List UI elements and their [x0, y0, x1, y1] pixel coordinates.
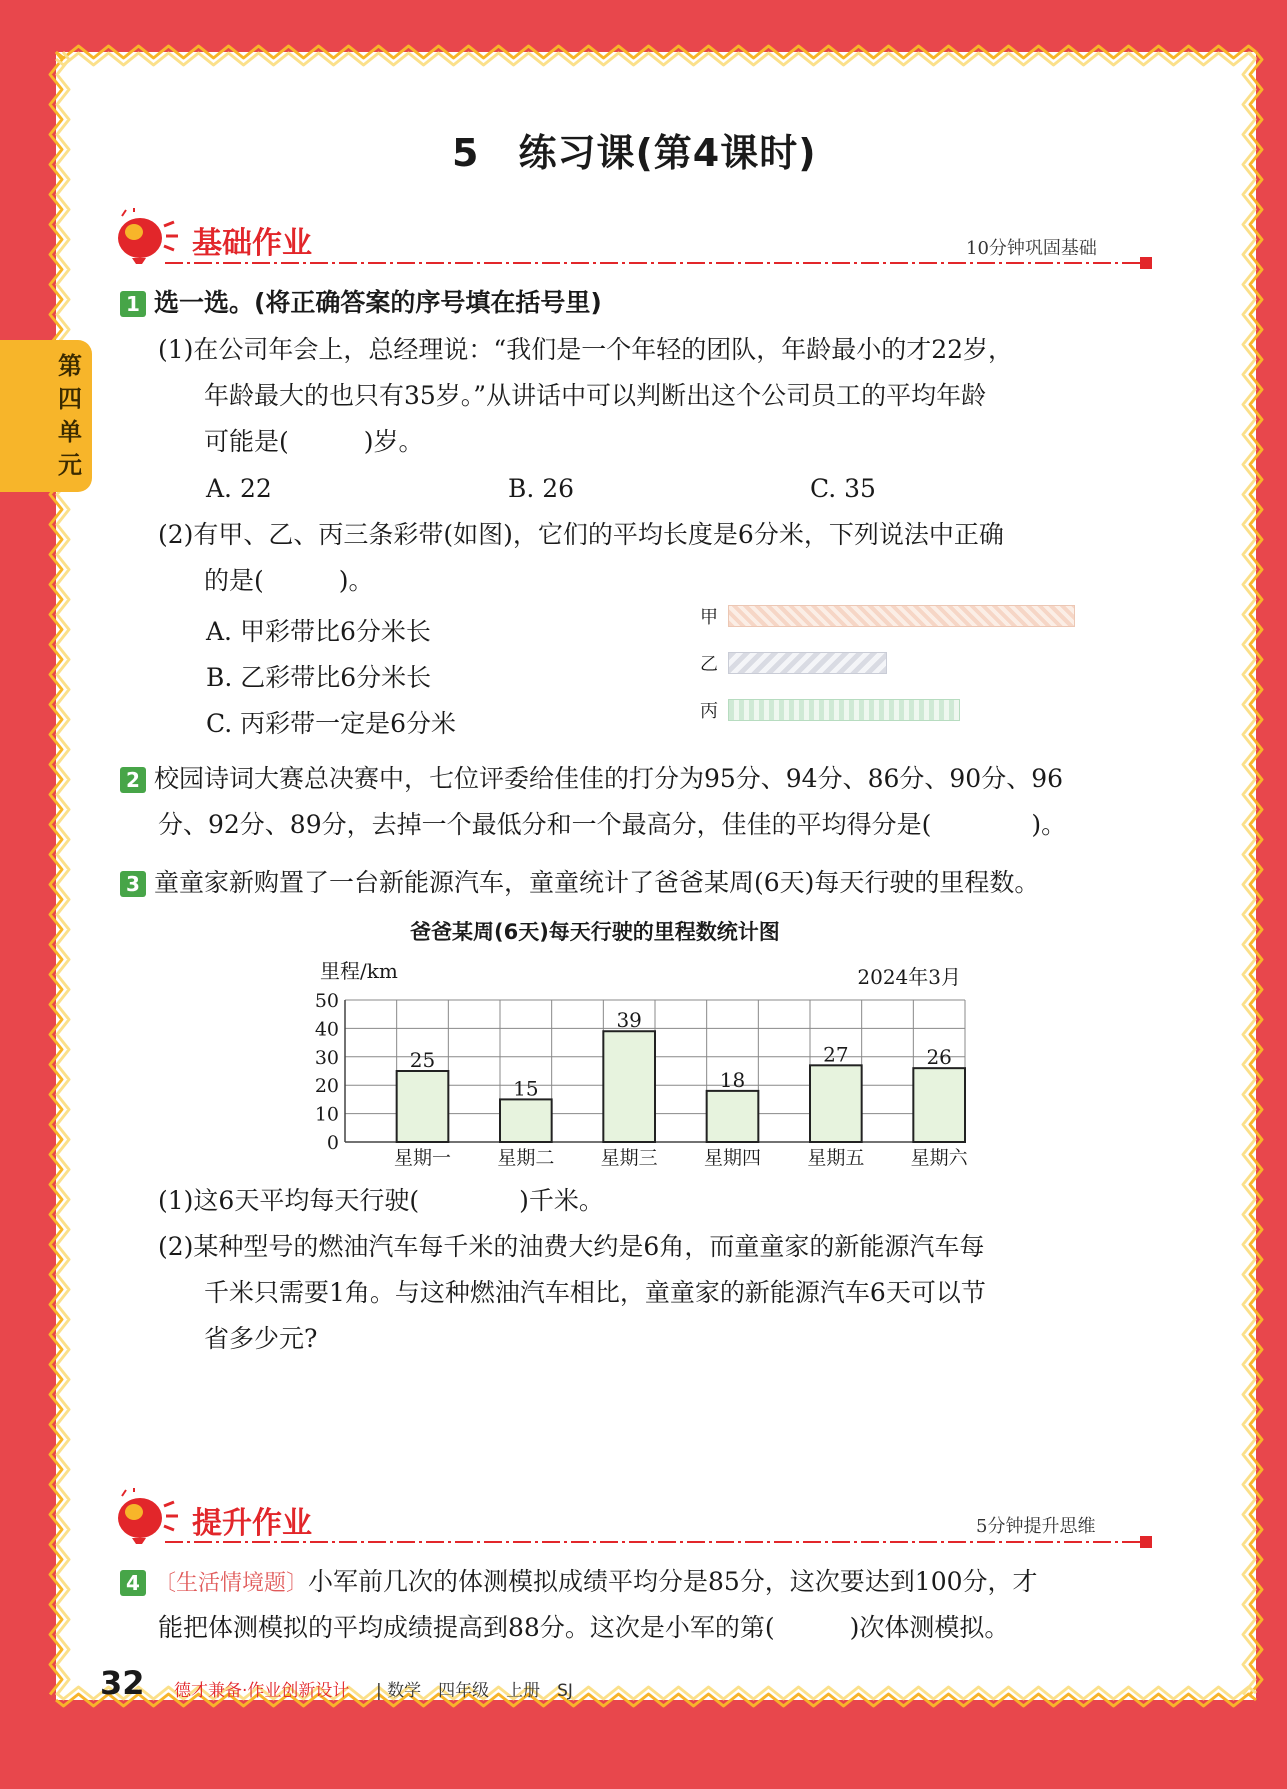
- unit-tab-label: 第四单元: [58, 352, 82, 479]
- chart-date-note: 2024年3月: [857, 965, 961, 989]
- chart-ytick-label: 50: [314, 990, 339, 1012]
- q1-p1-line1: (1)在公司年会上，总经理说：“我们是一个年轻的团队，年龄最小的才22岁，: [158, 335, 1014, 364]
- q4-line1-row: [120, 1559, 1038, 1607]
- chart-ytick-label: 10: [314, 1103, 339, 1126]
- q1-p1-option-c: C. 35: [810, 474, 876, 503]
- chart-data-label: 39: [616, 1008, 642, 1033]
- chart-bar: [913, 1068, 965, 1142]
- ribbon-label-bing: 丙: [700, 701, 718, 722]
- chart-bar: [397, 1071, 449, 1142]
- q4-line2: 能把体测模拟的平均成绩提高到88分。这次是小军的第( )次体测模拟。: [158, 1613, 1010, 1642]
- chart-category-label: 星期二: [497, 1147, 555, 1169]
- section-advanced-title: 提升作业: [192, 1506, 312, 1541]
- chart-ytick-label: 0: [326, 1132, 339, 1154]
- section-basic-divider: [165, 256, 1160, 270]
- q3-p1: (1)这6天平均每天行驶( )千米。: [158, 1186, 604, 1215]
- chart-ytick-label: 20: [314, 1075, 339, 1098]
- q1-p2-option-a: A. 甲彩带比6分米长: [206, 617, 431, 646]
- page-number: 32: [100, 1664, 145, 1702]
- q1-prompt-row: [120, 280, 602, 326]
- q1-prompt: 选一选。(将正确答案的序号填在括号里): [153, 288, 602, 317]
- chart-category-label: 星期一: [393, 1147, 452, 1169]
- q2-line2: 分、92分、89分，去掉一个最低分和一个最高分，佳佳的平均得分是( )。: [158, 810, 1067, 839]
- q1-p1-option-b: B. 26: [508, 474, 575, 503]
- unit-tab: [0, 340, 92, 492]
- q3-prompt-row: [120, 860, 1039, 906]
- q1-p1-line2: 年龄最大的也只有35岁。”从讲话中可以判断出这个公司员工的平均年龄: [204, 381, 987, 410]
- chart-data-label: 15: [513, 1076, 539, 1101]
- chart-ytick-label: 40: [314, 1018, 339, 1041]
- ribbon-yi: [728, 652, 887, 674]
- chart-data-label: 27: [823, 1042, 849, 1067]
- chart-bar: [603, 1031, 655, 1142]
- footer-book-info: | 数学 四年级 上册 SJ: [376, 1681, 573, 1701]
- q3-prompt: 童童家新购置了一台新能源汽车，童童统计了爸爸某周(6天)每天行驶的里程数。: [153, 868, 1040, 897]
- q1-p2-option-c: C. 丙彩带一定是6分米: [206, 709, 457, 738]
- chart-data-label: 18: [719, 1067, 746, 1092]
- q2-number: 2: [120, 767, 146, 793]
- q3-number: 3: [120, 871, 146, 897]
- q3-p2-line3: 省多少元?: [204, 1324, 318, 1353]
- q2-line1-row: [120, 756, 1063, 802]
- chart-category-label: 星期五: [807, 1147, 865, 1169]
- section-basic-note: 10分钟巩固基础: [966, 238, 1097, 259]
- ribbon-jia: [728, 605, 1075, 627]
- q1-p2-line2: 的是( )。: [204, 566, 374, 595]
- q4-tag: 〔生活情境题〕: [153, 1571, 308, 1596]
- q4-number: 4: [120, 1570, 146, 1596]
- footer-brand: 德才兼备·作业创新设计: [174, 1681, 350, 1701]
- q1-p2-option-b: B. 乙彩带比6分米长: [206, 663, 432, 692]
- chart-category-label: 星期三: [600, 1147, 658, 1169]
- q1-p1-line3: 可能是( )岁。: [204, 427, 424, 456]
- section-advanced-divider: [165, 1535, 1160, 1549]
- section-basic-title: 基础作业: [192, 226, 312, 261]
- ribbon-label-yi: 乙: [700, 654, 718, 675]
- page-title: 5 练习课(第4课时): [452, 131, 817, 175]
- chart-ylabel: 里程/km: [320, 959, 398, 983]
- chart-ytick-label: 30: [314, 1046, 339, 1069]
- chart-title: 爸爸某周(6天)每天行驶的里程数统计图: [410, 920, 780, 944]
- q1-number: 1: [120, 291, 146, 317]
- q4-line1: 小军前几次的体测模拟成绩平均分是85分，这次要达到100分，才: [307, 1567, 1038, 1596]
- chart-bar: [810, 1065, 862, 1142]
- ribbon-label-jia: 甲: [700, 607, 718, 628]
- q2-line1: 校园诗词大赛总决赛中，七位评委给佳佳的打分为95分、94分、86分、90分、96: [153, 764, 1064, 793]
- q1-p2-line1: (2)有甲、乙、丙三条彩带(如图)，它们的平均长度是6分米，下列说法中正确: [158, 520, 1004, 549]
- q3-p2-line2: 千米只需要1角。与这种燃油汽车相比，童童家的新能源汽车6天可以节: [204, 1278, 986, 1307]
- chart-data-label: 26: [926, 1045, 952, 1070]
- chart-bar: [707, 1091, 759, 1142]
- mileage-bar-chart: [300, 952, 1000, 1176]
- section-advanced-note: 5分钟提升思维: [976, 1516, 1096, 1537]
- chart-bar: [500, 1099, 552, 1142]
- ribbon-bing: [728, 699, 960, 721]
- q3-p2-line1: (2)某种型号的燃油汽车每千米的油费大约是6角，而童童家的新能源汽车每: [158, 1232, 985, 1261]
- q1-p1-option-a: A. 22: [206, 474, 272, 503]
- chart-category-label: 星期六: [910, 1147, 968, 1169]
- chart-category-label: 星期四: [703, 1147, 762, 1169]
- chart-data-label: 25: [409, 1048, 436, 1072]
